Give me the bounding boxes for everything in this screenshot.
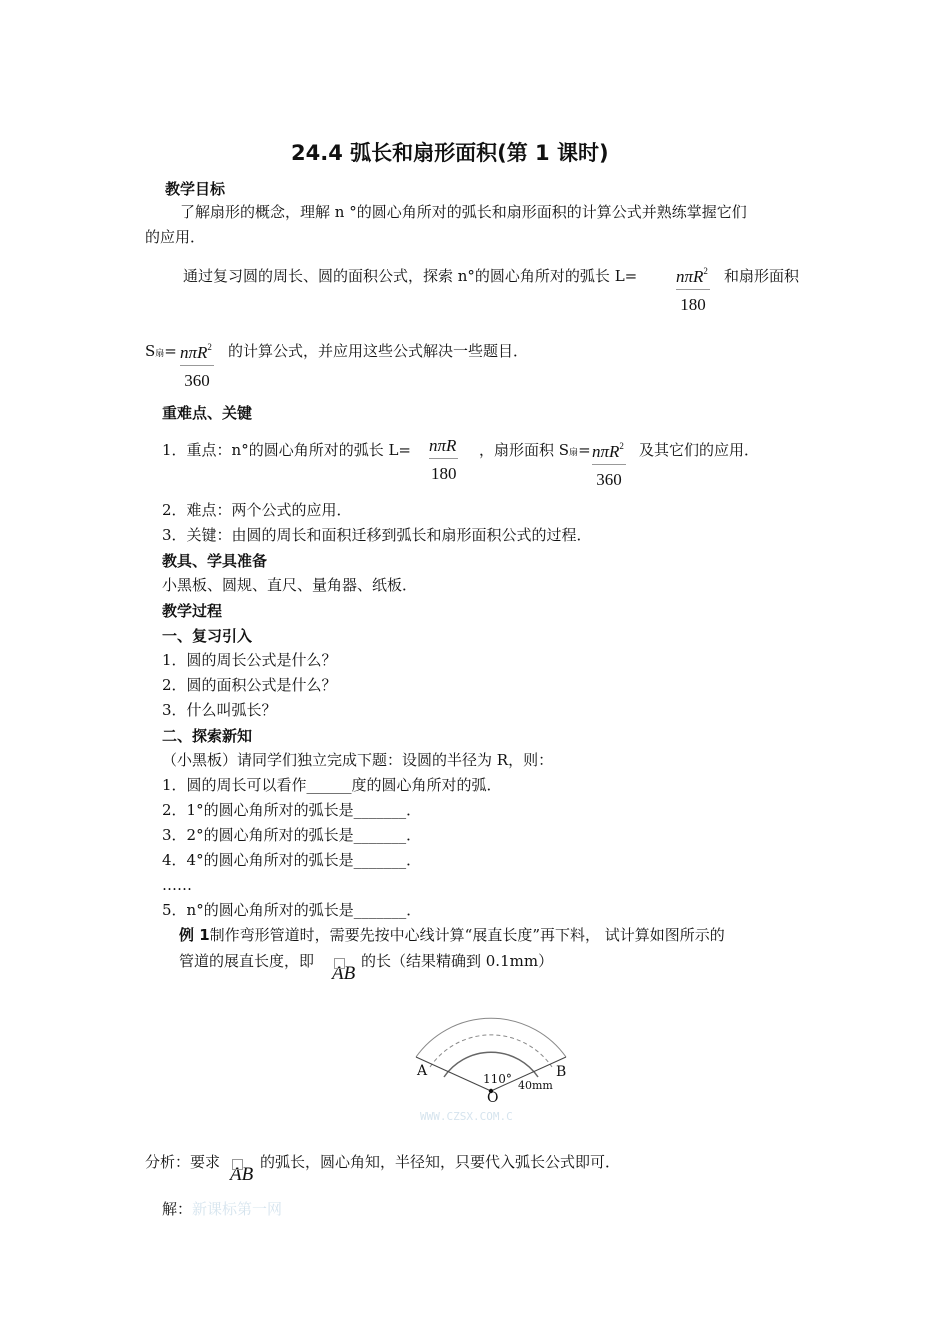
example-line2a: 管道的展直长度，即 (179, 952, 315, 970)
explore-item: …… (162, 876, 192, 894)
explore-item: 5．n°的圆心角所对的弧长是_______． (162, 901, 422, 919)
key-point-1d: 及其它们的应用． (639, 441, 760, 459)
key-point-1: 1．重点：n°的圆心角所对的弧长 L= (162, 441, 412, 459)
review-item: 2．圆的面积公式是什么？ (162, 676, 337, 694)
solution-label: 解：新课标第一网 (162, 1200, 283, 1218)
arc-ab-label-2: AB (230, 1164, 253, 1186)
objectives-line4: S扇= (145, 342, 177, 360)
label-o: O (487, 1090, 499, 1106)
radius-a (416, 1057, 491, 1091)
arc-ab-label: AB (332, 963, 355, 985)
sector-area-formula-2: nπR$^2$ 360 (592, 435, 626, 495)
explore-item: 1．圆的周长可以看作______度的圆心角所对的弧． (162, 776, 502, 794)
sector-area-formula-1: nπR$^2$ 360 (180, 336, 214, 396)
angle-label: 110° (483, 1072, 512, 1086)
analysis-b: 的弧长，圆心角知，半径知，只要代入弧长公式即可． (260, 1153, 621, 1171)
key-point-3: 3．关键：由圆的周长和面积迁移到弧长和扇形面积公式的过程． (162, 526, 592, 544)
explore-heading: 二、探索新知 (162, 727, 253, 745)
review-item: 1．圆的周长公式是什么？ (162, 651, 337, 669)
objectives-line4c: 的计算公式，并应用这些公式解决一些题目． (228, 342, 529, 360)
key-point-1b: ，扇形面积 S扇= (479, 441, 591, 459)
objectives-line2: 的应用． (145, 228, 206, 246)
label-a: A (417, 1063, 428, 1079)
analysis-a: 分析：要求 (145, 1153, 221, 1171)
tools-heading: 教具、学具准备 (162, 552, 268, 570)
example-line1: 例 1制作弯形管道时，需要先按中心线计算“展直长度”再下料， 试计算如图所示的 (179, 926, 725, 944)
explore-item: 3．2°的圆心角所对的弧长是_______． (162, 826, 422, 844)
watermark-text: 新课标第一网 (192, 1200, 283, 1218)
arc-length-formula-1: nπR$^2$ 180 (676, 260, 710, 320)
explore-item: 4．4°的圆心角所对的弧长是_______． (162, 851, 422, 869)
radius-label: 40mm (518, 1079, 553, 1092)
review-heading: 一、复习引入 (162, 627, 253, 645)
objectives-heading: 教学目标 (165, 180, 226, 198)
key-points-heading: 重难点、关键 (162, 404, 253, 422)
center-arc (430, 1035, 552, 1067)
tools-text: 小黑板、圆规、直尺、量角器、纸板． (162, 576, 418, 594)
key-point-2: 2．难点：两个公式的应用． (162, 501, 352, 519)
explore-item: 2．1°的圆心角所对的弧长是_______． (162, 801, 422, 819)
review-item: 3．什么叫弧长？ (162, 701, 277, 719)
label-b: B (556, 1064, 567, 1080)
objectives-line3b: 和扇形面积 (724, 267, 800, 285)
page-title: 24.4 弧长和扇形面积(第 1 课时) (291, 141, 609, 165)
objectives-line3: 通过复习圆的周长、圆的面积公式，探索 n°的圆心角所对的弧长 L= (183, 267, 638, 285)
watermark: WWW.CZSX.COM.C (420, 1110, 513, 1123)
outer-arc (416, 1018, 566, 1057)
arc-length-formula-2: nπR 180 (429, 436, 457, 483)
explore-intro: （小黑板）请同学们独立完成下题：设圆的半径为 R，则： (162, 751, 554, 769)
example-line2b: 的长（结果精确到 0.1mm） (361, 952, 554, 970)
objectives-line1: 了解扇形的概念，理解 n °的圆心角所对的弧长和扇形面积的计算公式并熟练掌握它们 (180, 203, 747, 221)
process-heading: 教学过程 (162, 602, 223, 620)
